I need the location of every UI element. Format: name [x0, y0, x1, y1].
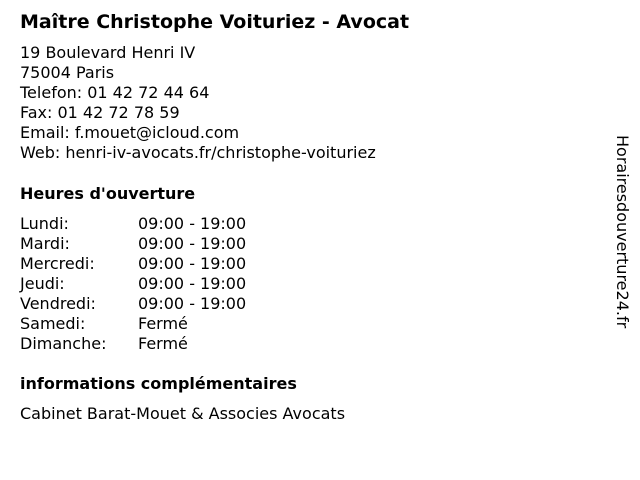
contact-block	[20, 43, 376, 163]
hours-day: Vendredi:	[20, 294, 96, 313]
hours-time: 09:00 - 19:00	[138, 254, 247, 273]
hours-time: 09:00 - 19:00	[138, 274, 247, 293]
web-line: Web: henri-iv-avocats.fr/christophe-voituriez	[20, 143, 376, 162]
fax-line: Fax: 01 42 72 78 59	[20, 103, 180, 122]
phone-line: Telefon: 01 42 72 44 64	[20, 83, 210, 102]
hours-day: Mercredi:	[20, 254, 95, 273]
hours-day: Dimanche:	[20, 334, 107, 353]
hours-day: Mardi:	[20, 234, 70, 253]
address-street: 19 Boulevard Henri IV	[20, 43, 196, 62]
hours-time: Fermé	[138, 334, 188, 353]
hours-heading: Heures d'ouverture	[20, 184, 196, 203]
info-text: Cabinet Barat-Mouet & Associes Avocats	[20, 404, 346, 423]
hours-time: 09:00 - 19:00	[138, 234, 247, 253]
address-city: 75004 Paris	[20, 63, 115, 82]
hours-day: Samedi:	[20, 314, 86, 333]
info-heading: informations complémentaires	[20, 374, 297, 393]
hours-time: Fermé	[138, 314, 188, 333]
page-title: Maître Christophe Voituriez - Avocat	[20, 11, 410, 33]
hours-time: 09:00 - 19:00	[138, 214, 247, 233]
hours-day: Jeudi:	[20, 274, 65, 293]
hours-day: Lundi:	[20, 214, 69, 233]
email-line: Email: f.mouet@icloud.com	[20, 123, 240, 142]
hours-time: 09:00 - 19:00	[138, 294, 247, 313]
watermark-text: Horairesdouverture24.fr	[613, 135, 632, 329]
